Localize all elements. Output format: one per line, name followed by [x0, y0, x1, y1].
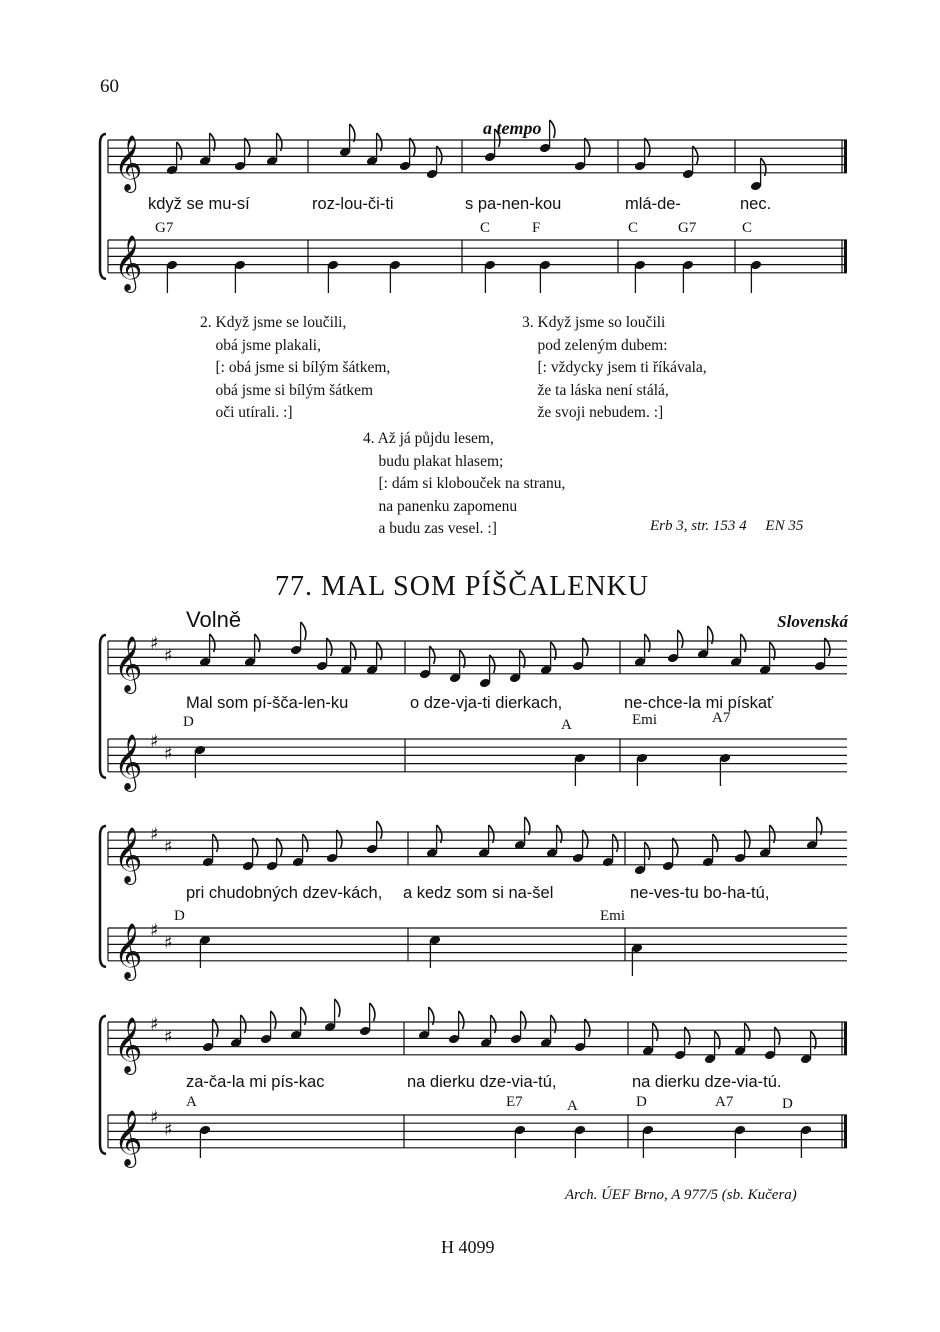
- sharp-icon: ♯: [164, 836, 173, 858]
- lyric: když se mu-sí: [148, 195, 250, 213]
- chord-symbol: C: [742, 220, 753, 236]
- lyric: ne-chce-la mi pískať: [624, 694, 774, 712]
- chord-symbol: A7: [715, 1094, 734, 1110]
- note-flag: [303, 834, 308, 852]
- lyric: a kedz som si na-šel: [403, 884, 554, 902]
- sharp-icon: ♯: [150, 824, 159, 846]
- note-flag: [213, 834, 218, 852]
- sharp-icon: ♯: [164, 645, 173, 667]
- final-barline: [844, 1115, 847, 1148]
- chord-symbol: G7: [155, 220, 174, 236]
- source-archive: Arch. ÚEF Brno, A 977/5 (sb. Kučera): [565, 1187, 797, 1203]
- chord-symbol: C: [480, 220, 491, 236]
- note-flag: [410, 138, 415, 156]
- lyric: mlá-de-: [625, 195, 681, 213]
- note-flag: [550, 120, 555, 138]
- sharp-icon: ♯: [150, 633, 159, 655]
- note-flag: [583, 830, 588, 848]
- note-flag: [377, 821, 382, 839]
- sharp-icon: ♯: [150, 731, 159, 753]
- chord-symbol: D: [636, 1094, 647, 1110]
- final-barline: [844, 240, 847, 273]
- origin-label: Slovenská: [777, 612, 848, 631]
- verse-3: 3. Když jsme so loučili pod zeleným dubem: [: vždycky jsem ti říkávala, že ta láska není stálá, že svoji nebudem. :]: [522, 314, 707, 421]
- note-flag: [645, 138, 650, 156]
- system-bracket: [100, 134, 106, 279]
- note-flag: [713, 834, 718, 852]
- chord-symbol: A: [561, 717, 572, 733]
- chord-symbol: D: [782, 1096, 793, 1112]
- note-flag: [521, 1011, 526, 1029]
- treble-clef-icon: 𝄞: [114, 826, 143, 883]
- system-bracket: [100, 826, 106, 967]
- note-flag: [678, 630, 683, 648]
- lyric: za-ča-la mi pís-kac: [186, 1073, 325, 1091]
- sharp-icon: ♯: [164, 932, 173, 954]
- chord-symbol: C: [628, 220, 639, 236]
- chord-symbol: Emi: [632, 712, 657, 728]
- note-flag: [177, 142, 182, 160]
- chord-symbol: F: [532, 220, 541, 236]
- note-flag: [271, 1011, 276, 1029]
- note-flag: [645, 842, 650, 860]
- treble-clef-icon: 𝄞: [114, 1016, 143, 1073]
- verse-2: 2. Když jsme se loučili, obá jsme plakali, [: obá jsme si bílým šátkem, obá jsme si bílým šátkem oči utírali. :]: [200, 314, 391, 421]
- note-flag: [613, 834, 618, 852]
- treble-clef-icon: 𝄞: [114, 635, 143, 692]
- note-flag: [335, 999, 340, 1017]
- treble-clef-icon: 𝄞: [114, 733, 143, 790]
- chord-symbol: A: [567, 1098, 578, 1114]
- system-bracket: [100, 635, 106, 778]
- lyric: Mal som pí-šča-len-ku: [186, 694, 349, 712]
- lyric: roz-lou-či-ti: [312, 195, 394, 213]
- chord-symbol: D: [183, 714, 194, 730]
- treble-clef-icon: 𝄞: [114, 1109, 143, 1166]
- sharp-icon: ♯: [150, 920, 159, 942]
- treble-clef-icon: 𝄞: [114, 234, 143, 291]
- note-flag: [245, 138, 250, 156]
- source-reference: Erb 3, str. 153 4 EN 35: [650, 518, 804, 534]
- chord-symbol: Emi: [600, 908, 625, 924]
- chord-symbol: E7: [506, 1094, 523, 1110]
- lyric: pri chudobných dzev-kách,: [186, 884, 383, 902]
- note-flag: [745, 830, 750, 848]
- lyric: na dierku dze-via-tú,: [407, 1073, 557, 1091]
- footer-code: H 4099: [441, 1237, 495, 1257]
- lyric: ne-ves-tu bo-ha-tú,: [630, 884, 770, 902]
- note-flag: [370, 1003, 375, 1021]
- lyric: na dierku dze-via-tú.: [632, 1073, 782, 1091]
- treble-clef-icon: 𝄞: [114, 922, 143, 979]
- sharp-icon: ♯: [164, 743, 173, 765]
- note-flag: [459, 1011, 464, 1029]
- sharp-icon: ♯: [164, 1119, 173, 1141]
- final-barline: [844, 1022, 847, 1055]
- system-bracket: [100, 1016, 106, 1154]
- song-title: 77. MAL SOM PÍŠČALENKU: [275, 571, 650, 602]
- final-barline: [844, 140, 847, 173]
- sharp-icon: ♯: [164, 1026, 173, 1048]
- lyric: s pa-nen-kou: [465, 195, 562, 213]
- note-flag: [301, 622, 306, 640]
- chord-symbol: A: [186, 1094, 197, 1110]
- chord-symbol: A7: [712, 710, 731, 726]
- lyric: o dze-vja-ti dierkach,: [410, 694, 563, 712]
- chord-symbol: G7: [678, 220, 697, 236]
- tempo-volne: Volně: [186, 607, 242, 632]
- note-flag: [350, 124, 355, 142]
- chord-symbol: D: [174, 908, 185, 924]
- verse-4: 4. Až já půjdu lesem, budu plakat hlasem; [: dám si klobouček na stranu, na panenku zapomenu a budu zas vesel. :]: [363, 430, 566, 537]
- note-flag: [337, 830, 342, 848]
- treble-clef-icon: 𝄞: [114, 134, 143, 191]
- tempo-a-tempo: a tempo: [483, 118, 542, 138]
- sharp-icon: ♯: [150, 1107, 159, 1129]
- page-number: 60: [100, 76, 119, 97]
- sharp-icon: ♯: [150, 1014, 159, 1036]
- note-flag: [585, 138, 590, 156]
- lyric: nec.: [740, 195, 772, 213]
